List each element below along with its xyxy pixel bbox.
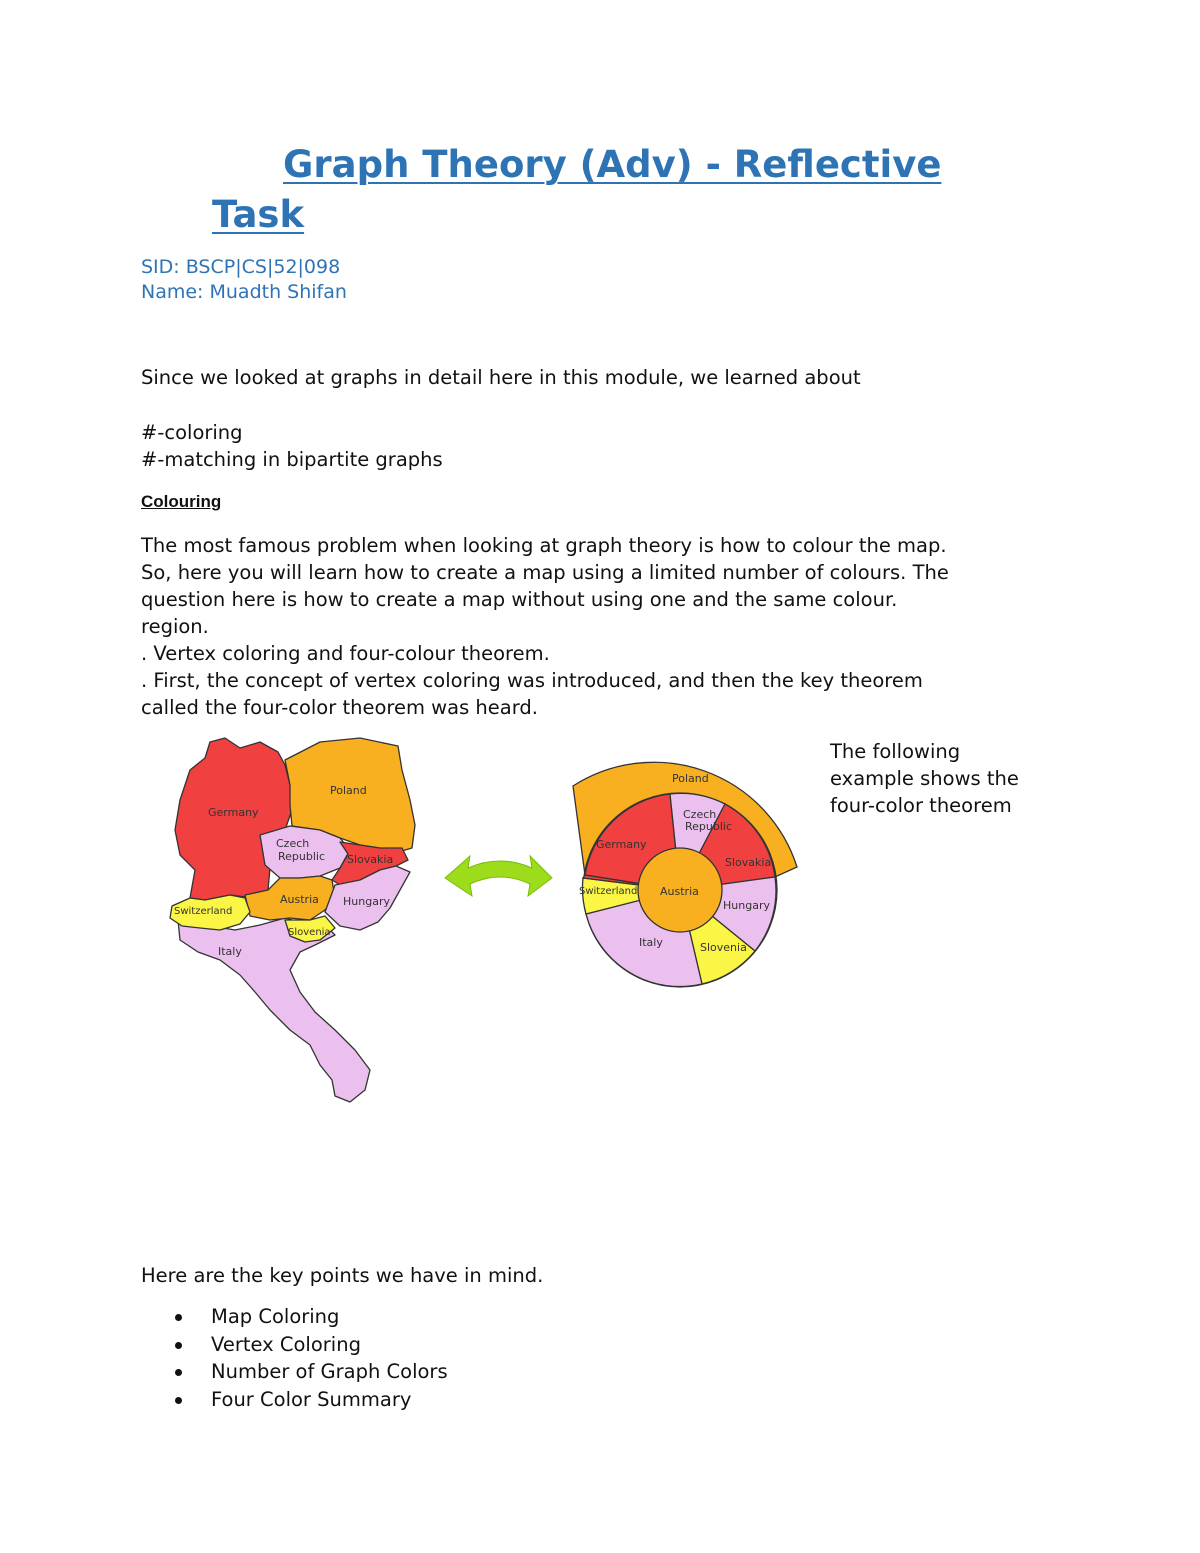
key-points-intro: Here are the key points we have in mind. bbox=[141, 1264, 544, 1287]
diagram-label-czech: Republic bbox=[685, 820, 733, 833]
map-region-germany bbox=[175, 738, 292, 900]
student-meta bbox=[141, 255, 347, 305]
key-point-text: Map Coloring bbox=[211, 1305, 340, 1328]
europe-map bbox=[170, 738, 415, 1102]
diagram-label-slovenia: Slovenia bbox=[700, 941, 747, 954]
paragraph-line: . First, the concept of vertex coloring was introduced, and then the key theorem bbox=[141, 669, 923, 692]
key-point-text: Number of Graph Colors bbox=[211, 1360, 448, 1383]
paragraph-line: called the four-color theorem was heard. bbox=[141, 696, 538, 719]
diagram-label-germany: Germany bbox=[596, 838, 647, 851]
map-label-hungary: Hungary bbox=[343, 895, 390, 908]
circular-diagram bbox=[573, 762, 797, 987]
paragraph-line: The most famous problem when looking at graph theory is how to colour the map. bbox=[141, 534, 947, 557]
topic-item: #-coloring bbox=[141, 421, 243, 444]
document-title bbox=[0, 140, 1200, 240]
section-heading: Colouring bbox=[141, 492, 222, 511]
topic-item: #-matching in bipartite graphs bbox=[141, 448, 443, 471]
caption-line: example shows the bbox=[830, 767, 1019, 790]
diagram-label-poland: Poland bbox=[672, 772, 709, 785]
bullet-icon bbox=[175, 1369, 182, 1376]
colouring-paragraph bbox=[141, 532, 1061, 721]
list-item bbox=[141, 1331, 448, 1359]
paragraph-line: question here is how to create a map without using one and the same colour. bbox=[141, 588, 898, 611]
title-line-2: Task bbox=[212, 193, 305, 236]
diagram-label-hungary: Hungary bbox=[723, 899, 770, 912]
diagram-label-switzerland: Switzerland bbox=[579, 886, 638, 897]
caption-line: The following bbox=[830, 740, 961, 763]
diagram-label-italy: Italy bbox=[639, 936, 663, 949]
map-label-slovenia: Slovenia bbox=[288, 927, 331, 938]
title-line-1: Graph Theory (Adv) - Reflective bbox=[283, 143, 942, 186]
key-points-list bbox=[141, 1303, 448, 1413]
map-label-czech: Republic bbox=[278, 850, 326, 863]
figure-caption bbox=[830, 738, 1060, 819]
paragraph-line: region. bbox=[141, 615, 209, 638]
caption-line: four-color theorem bbox=[830, 794, 1012, 817]
map-label-poland: Poland bbox=[330, 784, 367, 797]
list-item bbox=[141, 1303, 448, 1331]
map-region-italy bbox=[178, 918, 370, 1102]
diagram-label-czech: Czech bbox=[683, 808, 717, 821]
map-label-austria: Austria bbox=[280, 893, 319, 906]
four-color-figure bbox=[160, 730, 810, 1110]
bullet-icon bbox=[175, 1397, 182, 1404]
topic-list bbox=[141, 419, 1041, 473]
bullet-icon bbox=[175, 1342, 182, 1349]
map-label-slovakia: Slovakia bbox=[347, 853, 394, 866]
student-id: SID: BSCP|CS|52|098 bbox=[141, 256, 341, 278]
key-point-text: Four Color Summary bbox=[211, 1387, 412, 1411]
key-point-text: Vertex Coloring bbox=[211, 1332, 361, 1356]
diagram-label-austria: Austria bbox=[660, 885, 699, 898]
list-item bbox=[141, 1386, 448, 1414]
paragraph-line: So, here you will learn how to create a map using a limited number of colours. The bbox=[141, 561, 949, 584]
bullet-icon bbox=[175, 1314, 182, 1321]
paragraph-line: . Vertex coloring and four-colour theorem. bbox=[141, 642, 550, 665]
map-label-germany: Germany bbox=[208, 806, 259, 819]
diagram-label-slovakia: Slovakia bbox=[725, 856, 772, 869]
map-label-italy: Italy bbox=[218, 945, 242, 958]
double-arrow-icon bbox=[445, 856, 552, 896]
map-label-czech: Czech bbox=[276, 837, 310, 850]
intro-text: Since we looked at graphs in detail here in this module, we learned about bbox=[141, 366, 861, 389]
student-name: Name: Muadth Shifan bbox=[141, 281, 347, 303]
list-item bbox=[141, 1358, 448, 1386]
map-label-switzerland: Switzerland bbox=[174, 906, 233, 917]
